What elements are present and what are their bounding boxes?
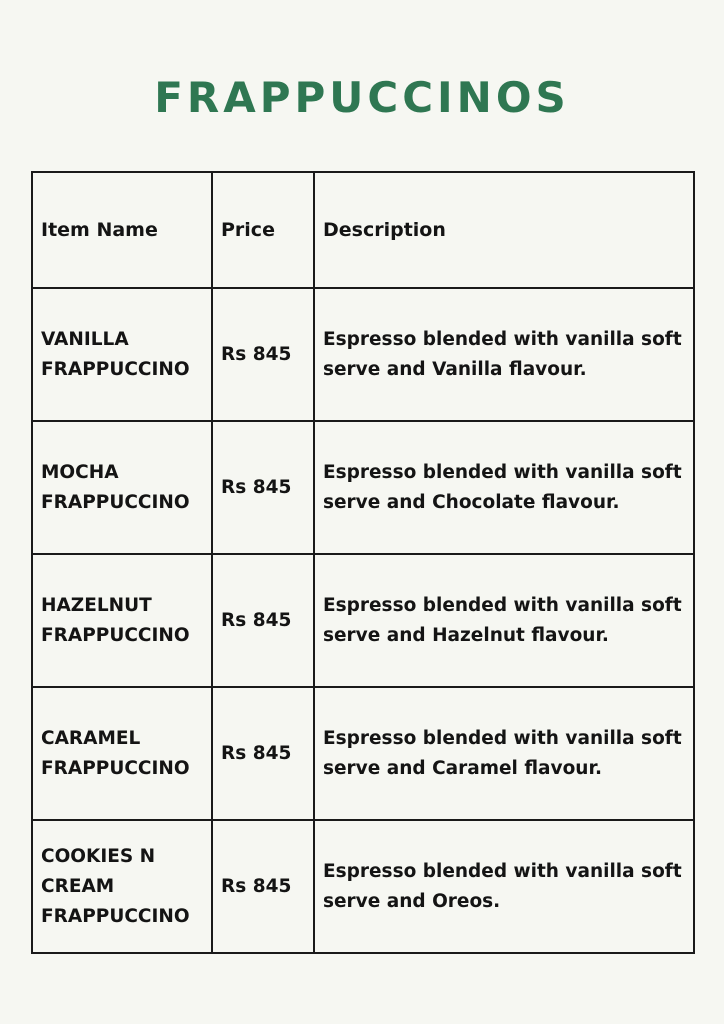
column-header-description: Description bbox=[314, 172, 694, 288]
description-cell: Espresso blended with vanilla soft serve and Vanilla flavour. bbox=[314, 288, 694, 421]
description-cell: Espresso blended with vanilla soft serve and Hazelnut flavour. bbox=[314, 554, 694, 687]
page-title: FRAPPUCCINOS bbox=[154, 73, 570, 122]
item-name-cell: VANILLA FRAPPUCCINO bbox=[32, 288, 212, 421]
table-row bbox=[32, 554, 694, 687]
table-row bbox=[32, 288, 694, 421]
item-name-cell: CARAMEL FRAPPUCCINO bbox=[32, 687, 212, 820]
table-row bbox=[32, 687, 694, 820]
price-cell: Rs 845 bbox=[212, 288, 314, 421]
item-name-cell: MOCHA FRAPPUCCINO bbox=[32, 421, 212, 554]
description-cell: Espresso blended with vanilla soft serve and Oreos. bbox=[314, 820, 694, 953]
price-cell: Rs 845 bbox=[212, 554, 314, 687]
table-header-row bbox=[32, 172, 694, 288]
item-name-cell: HAZELNUT FRAPPUCCINO bbox=[32, 554, 212, 687]
table-row bbox=[32, 421, 694, 554]
price-cell: Rs 845 bbox=[212, 687, 314, 820]
description-cell: Espresso blended with vanilla soft serve and Chocolate flavour. bbox=[314, 421, 694, 554]
menu-table bbox=[31, 171, 695, 954]
column-header-price: Price bbox=[212, 172, 314, 288]
column-header-item-name: Item Name bbox=[32, 172, 212, 288]
price-cell: Rs 845 bbox=[212, 820, 314, 953]
price-cell: Rs 845 bbox=[212, 421, 314, 554]
description-cell: Espresso blended with vanilla soft serve and Caramel flavour. bbox=[314, 687, 694, 820]
item-name-cell: COOKIES N CREAM FRAPPUCCINO bbox=[32, 820, 212, 953]
table-row bbox=[32, 820, 694, 953]
